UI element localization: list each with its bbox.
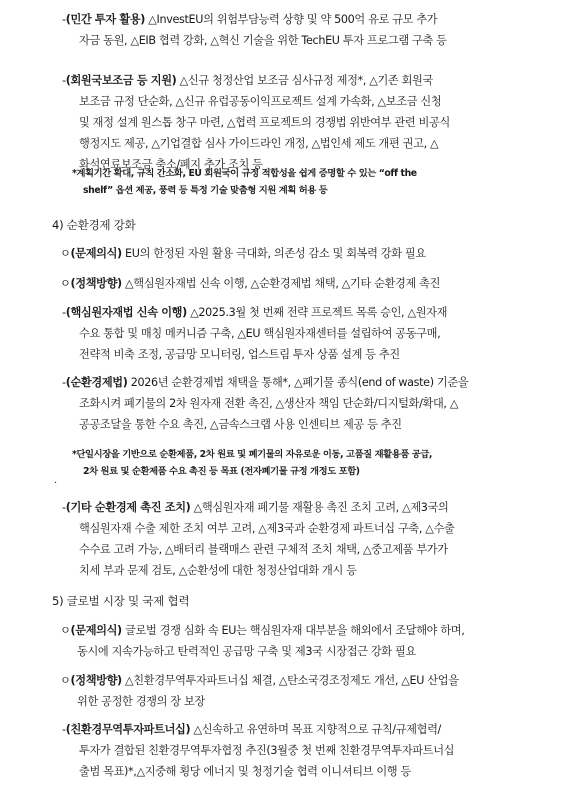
item-heading: (정책방향) bbox=[70, 674, 122, 687]
text-line bbox=[62, 323, 447, 344]
item-text: △2025.3월 첫 번째 전략 프로젝트 목록 승인, △원자재 bbox=[186, 306, 448, 319]
item-heading: (친환경무역투자파트너십) bbox=[65, 723, 191, 736]
item-text: △신규 청정산업 보조금 심사규정 제정*, △기존 회원국 bbox=[176, 74, 433, 87]
text-line bbox=[62, 539, 454, 560]
item-heading: (정책방향) bbox=[70, 277, 122, 290]
item-text: 출범 목표)*,△지중해 횡당 에너지 및 청정기술 협력 이니셔티브 이행 등 bbox=[79, 765, 411, 778]
text-line bbox=[62, 560, 454, 581]
item-text: 수요 통합 및 매칭 메커니즘 구축, △EU 핵심원자재센터를 설립하여 공동구매, bbox=[79, 327, 441, 340]
footnote-circular-economy bbox=[72, 446, 432, 480]
item-text: 치세 부과 문제 검토, △순환성에 대한 청정산업대화 개시 등 bbox=[79, 564, 357, 577]
circle-marker: ㅇ bbox=[60, 674, 71, 687]
text-line bbox=[60, 641, 464, 662]
text-line bbox=[62, 518, 454, 539]
text-line bbox=[62, 70, 450, 91]
item-text: 글로벌 경쟁 심화 속 EU는 핵심원자재 대부분을 해외에서 조달해야 하며, bbox=[121, 624, 465, 637]
dash-marker: - bbox=[62, 74, 66, 87]
text-line bbox=[60, 620, 464, 641]
text-line bbox=[62, 740, 454, 761]
bullet-policy-direction-4 bbox=[60, 273, 440, 294]
stray-mark bbox=[54, 478, 57, 490]
item-text: 및 재정 설계 원스톱 창구 마련, △협력 프로젝트의 경쟁법 위반여부 관련 비공식 bbox=[79, 116, 450, 129]
circle-marker: ㅇ bbox=[60, 277, 71, 290]
item-text: 핵심원자재 수출 제한 조치 여부 고려, △제3국과 순환경제 파트너십 구축, △수출 bbox=[79, 522, 455, 535]
section-title: 5) 글로벌 시장 및 국제 협력 bbox=[52, 594, 190, 608]
footnote-text: shelf” 옵션 제공, 풍력 등 특정 기술 맞춤형 지원 계획 허용 등 bbox=[83, 185, 328, 196]
text-line bbox=[62, 497, 454, 518]
text-line bbox=[62, 112, 450, 133]
footnote-line bbox=[72, 165, 417, 182]
section-title: 4) 순환경제 강화 bbox=[52, 218, 136, 232]
bullet-policy-direction-5 bbox=[60, 670, 459, 712]
item-text: 자금 동원, △EIB 협력 강화, △혁신 기술을 위한 TechEU 투자 프로그램 구축 등 bbox=[79, 34, 447, 47]
item-heading: (민간 투자 활용) bbox=[65, 13, 146, 26]
item-text: 전략적 비축 조정, 공급망 모니터링, 업스트림 투자 상품 설계 등 추진 bbox=[79, 348, 400, 361]
item-text: EU의 한정된 자원 활용 극대화, 의존성 감소 및 회복력 강화 필요 bbox=[121, 247, 426, 260]
stray-mark-text: · bbox=[54, 478, 58, 489]
item-text: △핵심원자재 폐기물 재활용 촉진 조치 고려, △제3국의 bbox=[190, 501, 449, 514]
text-line bbox=[62, 30, 447, 51]
circle-marker: ㅇ bbox=[60, 247, 71, 260]
text-line bbox=[60, 273, 440, 294]
bullet-problem-awareness-5 bbox=[60, 620, 464, 662]
text-line bbox=[62, 414, 468, 435]
text-line bbox=[60, 243, 426, 264]
bullet-green-trade-partnership bbox=[62, 719, 454, 782]
text-line bbox=[62, 393, 468, 414]
item-text: △InvestEU의 위험부담능력 상향 및 약 500억 유로 규모 추가 bbox=[145, 13, 438, 26]
item-text: 공공조달을 통한 수요 촉진, △금속스크랩 사용 인센티브 제공 등 추진 bbox=[79, 418, 402, 431]
item-heading: (핵심원자재법 신속 이행) bbox=[65, 306, 187, 319]
item-text: 수수료 고려 가능, △배터리 블랙매스 관련 구체적 조치 채택, △중고제품 부가가 bbox=[79, 543, 448, 556]
bullet-circular-economy-act bbox=[62, 372, 468, 435]
text-line bbox=[60, 670, 459, 691]
bullet-private-investment bbox=[62, 9, 447, 51]
item-heading: (기타 순환경제 촉진 조치) bbox=[65, 501, 191, 514]
dash-marker: - bbox=[62, 376, 66, 389]
text-line bbox=[62, 372, 468, 393]
item-text: 보조금 규정 단순화, △신규 유럽공동이익프로젝트 설계 가속화, △보조금 신청 bbox=[79, 95, 442, 108]
dash-marker: - bbox=[62, 13, 66, 26]
bullet-member-state-subsidy bbox=[62, 70, 450, 175]
item-heading: (문제의식) bbox=[70, 247, 122, 260]
footnote-text: 계획기간 확대, 규칙 간소화, EU 회원국이 규정 적합성을 쉽게 증명할 수 있는 “off the bbox=[76, 168, 417, 179]
text-line bbox=[62, 719, 454, 740]
footnote-text: 단일시장을 기반으로 순환제품, 2차 원료 및 폐기물의 자유로운 이동, 고품질 재활용품 공급, bbox=[76, 449, 433, 460]
item-text: 2026년 순환경제법 채택을 통해*, △폐기물 종식(end of waste) 기준을 bbox=[127, 376, 469, 389]
item-text: △신속하고 유연하며 목표 지향적으로 규칙/규제협력/ bbox=[190, 723, 441, 736]
bullet-other-circular-measures bbox=[62, 497, 454, 581]
item-text: 투자가 결합된 친환경무역투자협정 추진(3월중 첫 번째 친환경무역투자파트너십 bbox=[79, 744, 455, 757]
item-heading: (문제의식) bbox=[70, 624, 122, 637]
footnote-text: 2차 원료 및 순환제품 수요 촉진 등 목표 (전자폐기물 규정 개정도 포함) bbox=[83, 466, 360, 477]
item-text: △친환경무역투자파트너십 체결, △탄소국경조정제도 개선, △EU 산업을 bbox=[121, 674, 459, 687]
section-heading-circular-economy bbox=[52, 214, 135, 236]
circle-marker: ㅇ bbox=[60, 624, 71, 637]
text-line bbox=[62, 9, 447, 30]
text-line bbox=[62, 344, 447, 365]
bullet-problem-awareness-4 bbox=[60, 243, 426, 264]
asterisk-marker: * bbox=[72, 449, 77, 460]
text-line bbox=[62, 302, 447, 323]
footnote-subsidy-rules bbox=[72, 165, 417, 199]
item-text: △핵심원자재법 신속 이행, △순환경제법 채택, △기타 순환경제 촉진 bbox=[121, 277, 441, 290]
asterisk-marker: * bbox=[72, 168, 77, 179]
text-line bbox=[62, 91, 450, 112]
item-text: 행정지도 제공, △기업결합 심사 가이드라인 개정, △법인세 제도 개편 권고, △ bbox=[79, 137, 439, 150]
text-line bbox=[60, 691, 459, 712]
section-heading-global-market bbox=[52, 590, 189, 612]
item-heading: (회원국보조금 등 지원) bbox=[65, 74, 177, 87]
item-text: 동시에 지속가능하고 탄력적인 공급망 구축 및 제3국 시장접근 강화 필요 bbox=[77, 645, 416, 658]
item-text: 조화시켜 폐기물의 2차 원자재 전환 촉진, △생산자 책임 단순화/디지털화/확대, △ bbox=[79, 397, 459, 410]
text-line bbox=[62, 133, 450, 154]
footnote-line bbox=[72, 446, 432, 463]
dash-marker: - bbox=[62, 501, 66, 514]
dash-marker: - bbox=[62, 306, 66, 319]
item-text: 화석연료보조금 축소/폐지 추가 조치 등 bbox=[79, 158, 263, 171]
bullet-critical-raw-materials-act bbox=[62, 302, 447, 365]
footnote-line bbox=[72, 463, 432, 480]
item-text: 위한 공정한 경쟁의 장 보장 bbox=[77, 695, 205, 708]
dash-marker: - bbox=[62, 723, 66, 736]
item-heading: (순환경제법) bbox=[65, 376, 128, 389]
text-line bbox=[62, 761, 454, 782]
footnote-line bbox=[72, 182, 417, 199]
